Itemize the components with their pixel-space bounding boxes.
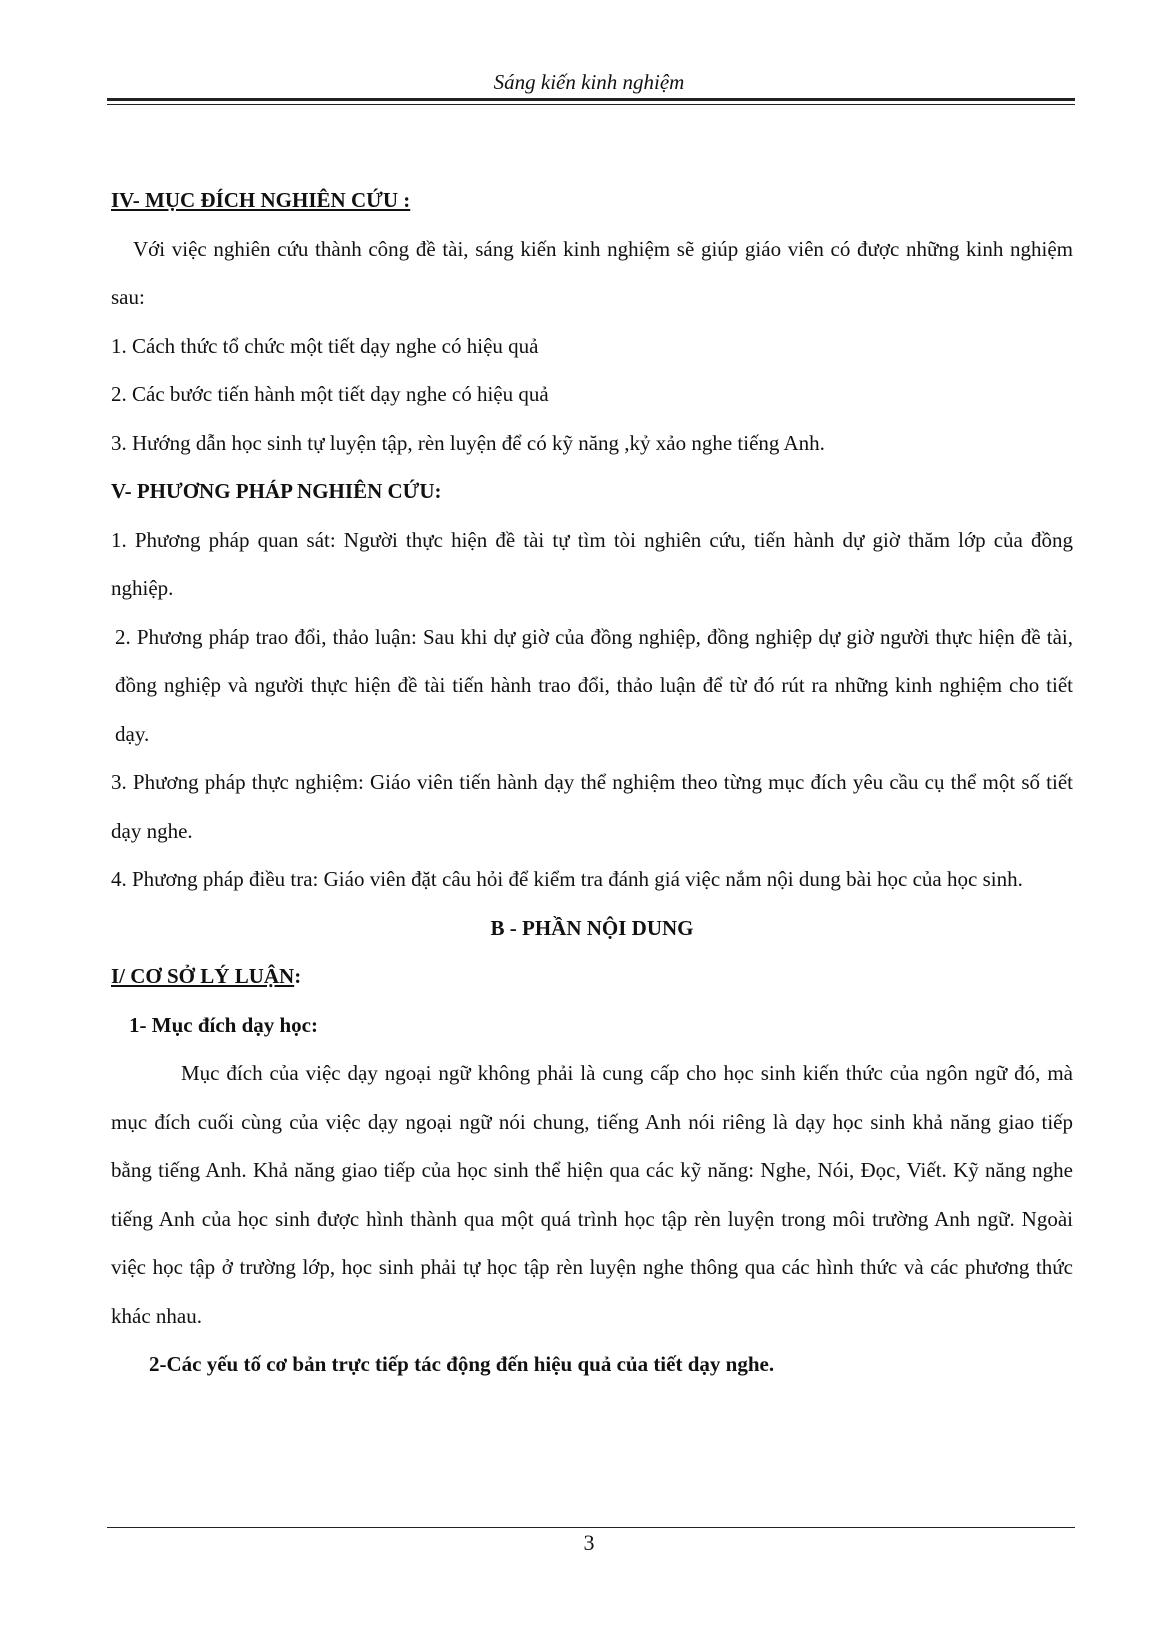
section-v-item: 3. Phương pháp thực nghiệm: Giáo viên tiến hành dạy thể nghiệm theo từng mục đích yêu cầu cụ thể một số tiết dạy nghe. xyxy=(111,770,1073,843)
subsection-1-heading: 1- Mục đích dạy học: xyxy=(129,1012,318,1037)
section-v-item: 1. Phương pháp quan sát: Người thực hiện đề tài tự tìm tòi nghiên cứu, tiến hành dự giờ thăm lớp của đồng nghiệp. xyxy=(111,527,1073,600)
subsection-2-heading: 2-Các yếu tố cơ bản trực tiếp tác động đến hiệu quả của tiết dạy nghe. xyxy=(149,1352,775,1376)
section-iv-heading: IV- MỤC ĐÍCH NGHIÊN CỨU : xyxy=(111,188,411,212)
section-v-item: 4. Phương pháp điều tra: Giáo viên đặt câu hỏi để kiểm tra đánh giá việc nắm nội dung bài học của học sinh. xyxy=(111,867,1023,891)
running-header: Sáng kiến kinh nghiệm xyxy=(493,70,685,94)
header-rule-thin xyxy=(107,104,1075,105)
subsection-1-body: Mục đích của việc dạy ngoại ngữ không phải là cung cấp cho học sinh kiến thức của ngôn ngữ đó, mà mục đích cuối cùng của việc dạy ngoại ngữ nói chung, tiếng Anh nói riêng là dạy học sinh khả năng giao tiếp bằng tiếng Anh. Khả năng giao tiếp của học sinh thể hiện qua các kỹ năng: Nghe, Nói, Đọc, Viết. Kỹ năng nghe tiếng Anh của học sinh được hình thành qua một quá trình học tập rèn luyện trong môi trường Anh ngữ. Ngoài việc học tập ở trường lớp, học sinh phải tự học tập rèn luyện nghe thông qua các hình thức và các phương thức khác nhau. xyxy=(111,1061,1073,1328)
section-iv-item: 1. Cách thức tổ chức một tiết dạy nghe có hiệu quả xyxy=(111,333,539,358)
page-number: 3 xyxy=(583,1530,595,1555)
section-i-heading-text: I/ CƠ SỞ LÝ LUẬN xyxy=(111,964,295,988)
header-rule-thick xyxy=(107,98,1075,101)
section-iv-item: 2. Các bước tiến hành một tiết dạy nghe có hiệu quả xyxy=(111,382,549,406)
section-i-heading-colon: : xyxy=(294,964,302,988)
section-iv-item: 3. Hướng dẫn học sinh tự luyện tập, rèn luyện để có kỹ năng ,kỷ xảo nghe tiếng Anh. xyxy=(111,430,825,455)
part-b-title: B - PHẦN NỘI DUNG xyxy=(490,915,694,940)
section-v-item: 2. Phương pháp trao đổi, thảo luận: Sau khi dự giờ của đồng nghiệp, đồng nghiệp dự giờ người thực hiện đề tài, đồng nghiệp và người thực hiện đề tài tiến hành trao đổi, thảo luận để từ đó rút ra những kinh nghiệm cho tiết dạy. xyxy=(115,624,1073,746)
page-body xyxy=(111,176,1073,1389)
footer-rule xyxy=(107,1527,1075,1528)
section-iv-intro: Với việc nghiên cứu thành công đề tài, sáng kiến kinh nghiệm sẽ giúp giáo viên có được những kinh nghiệm sau: xyxy=(111,236,1073,309)
section-v-heading: V- PHƯƠNG PHÁP NGHIÊN CỨU: xyxy=(111,479,442,503)
section-i-heading xyxy=(111,952,1073,1001)
